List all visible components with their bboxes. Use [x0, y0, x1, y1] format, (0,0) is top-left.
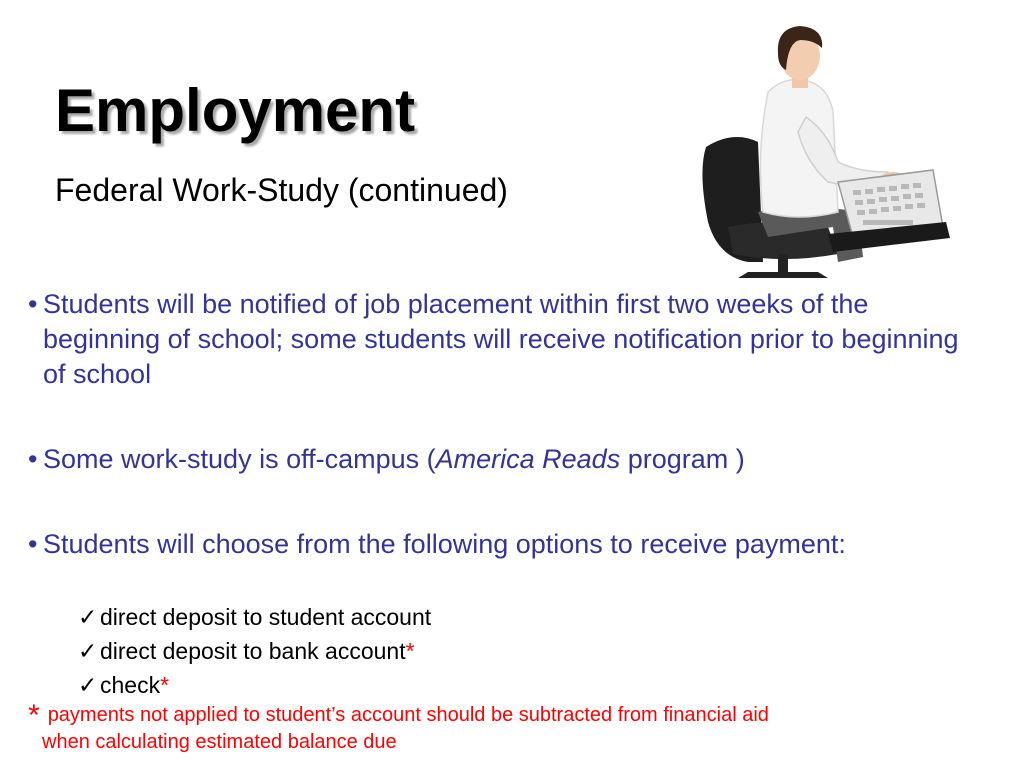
woman-typing-illustration	[688, 22, 956, 280]
checklist-text: direct deposit to student account	[100, 604, 432, 630]
payment-checklist	[78, 600, 431, 702]
bullet-dot: •	[28, 444, 38, 474]
bullet-job-placement	[28, 287, 988, 392]
checklist-item	[78, 634, 431, 668]
asterisk-mark: *	[405, 638, 415, 664]
footnote-asterisk: *	[28, 699, 40, 732]
checklist-text: direct deposit to bank account	[100, 638, 406, 664]
slide-subtitle: Federal Work-Study (continued)	[55, 172, 508, 208]
bullet-list	[28, 287, 988, 562]
check-icon: ✓	[78, 638, 98, 664]
asterisk-mark: *	[160, 672, 170, 698]
checklist-item	[78, 600, 431, 634]
bullet-dot: •	[28, 289, 38, 319]
bullet-text-italic: America Reads	[435, 444, 621, 474]
bullet-text-before: Some work-study is off-campus (	[43, 444, 436, 474]
bullet-dot: •	[28, 529, 38, 559]
slide-title: Employment	[55, 77, 416, 144]
check-icon: ✓	[78, 604, 98, 630]
footnote	[28, 699, 998, 755]
bullet-text-after: program )	[620, 444, 745, 474]
bullet-payment-options	[28, 527, 988, 562]
footnote-line1: payments not applied to student’s account should be subtracted from financial aid	[47, 704, 769, 726]
check-icon: ✓	[78, 672, 98, 698]
bullet-text: Students will choose from the following options to receive payment:	[43, 529, 846, 559]
checklist-item	[78, 668, 431, 702]
checklist-text: check	[100, 672, 161, 698]
bullet-off-campus	[28, 442, 988, 477]
footnote-line2: when calculating estimated balance due	[42, 731, 397, 753]
bullet-text: Students will be notified of job placement within first two weeks of the beginning of school; some students will receive notification prior to beginning of school	[43, 289, 959, 389]
